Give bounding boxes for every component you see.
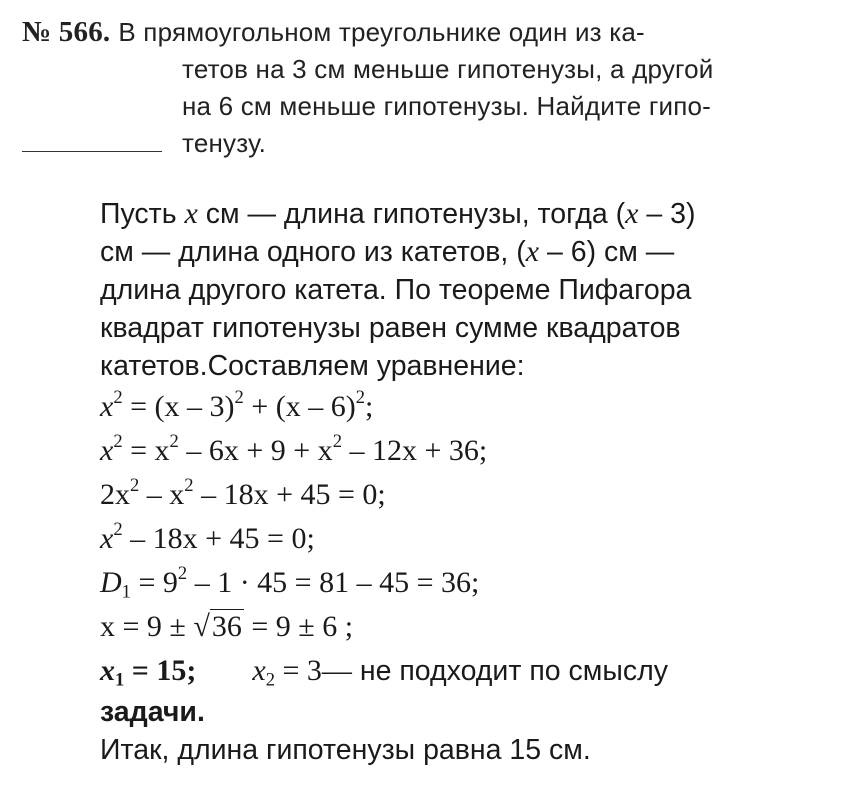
problem-line-1: № 566. В прямоугольном треугольнике один из ка- (22, 16, 645, 48)
problem-number: № 566. (22, 16, 111, 48)
solution-text-line-1: Пусть x см — длина гипотенузы, тогда (x – 3) (100, 197, 696, 230)
note-continuation: задачи. (100, 696, 205, 728)
solution-text-line-3: длина другого катета. По теореме Пифагора (100, 274, 692, 306)
solution-body (100, 195, 820, 769)
solution-text-line-4: квадрат гипотенузы равен сумме квадратов (100, 312, 681, 344)
solution-text-line-2: см — длина одного из катетов, (x – 6) см — (100, 235, 675, 268)
equation-4: $x^2 - 18x + 45 = 0$; (100, 518, 315, 555)
problem-line-2: тетов на 3 см меньше гипотенузы, а другой (182, 54, 714, 84)
problem-line-4: тенузу. (182, 128, 267, 158)
problem-statement (22, 14, 822, 162)
equation-3: $2x^2 - x^2 - 18x + 45 = 0$; (100, 474, 386, 511)
equation-1: $x^2 = (x - 3)^2 + (x - 6)^2$; (100, 386, 374, 423)
conclusion: Итак, длина гипотенузы равна 15 см. (100, 734, 591, 766)
sqrt-radicand: 36 (211, 610, 242, 643)
solution-text-line-5: катетов.Составляем уравнение: (100, 350, 525, 382)
equation-discriminant: $D_1 = 9^2 - 1 \cdot 45 = 81 - 45 = 36$; (100, 562, 480, 603)
equation-2: $x^2 = x^2 - 6x + 9 + x^2 - 12x + 36$; (100, 430, 488, 467)
equation-root-values: $x_1 = 15$; $x_2$ = 3— не подходит по смыслу (100, 654, 668, 691)
separator-line (22, 151, 162, 152)
equation-roots: x = 9 ± √36 = 9 ± 6 ; (100, 610, 354, 643)
problem-line-3: на 6 см меньше гипотенузы. Найдите гипо- (182, 91, 712, 121)
